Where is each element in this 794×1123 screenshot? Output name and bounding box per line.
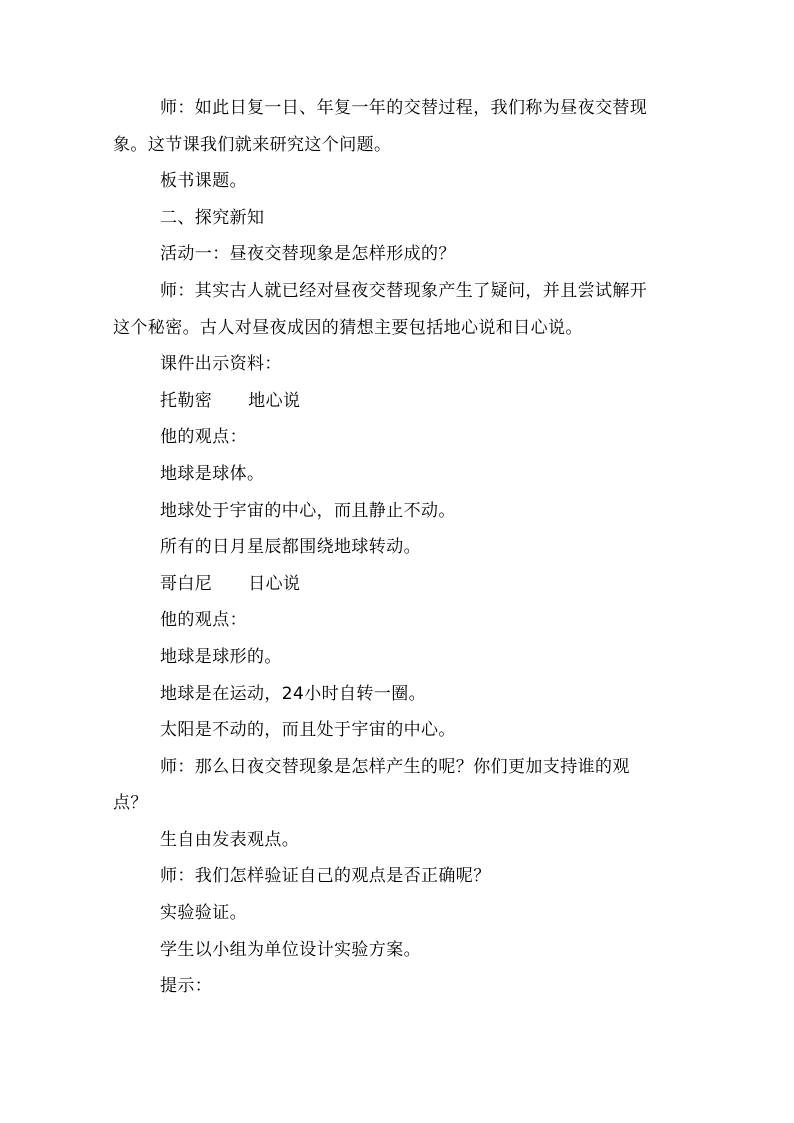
paragraph-line: 师：那么日夜交替现象是怎样产生的呢？你们更加支持谁的观 — [160, 756, 630, 777]
paragraph-line: 提示： — [160, 976, 213, 997]
paragraph-line: 地球处于宇宙的中心，而且静止不动。 — [160, 500, 456, 521]
scientist-name: 哥白尼 — [160, 573, 213, 594]
paragraph-line: 课件出示资料： — [160, 354, 282, 375]
paragraph-line: 太阳是不动的，而且处于宇宙的中心。 — [160, 720, 456, 741]
paragraph-line: 生自由发表观点。 — [160, 829, 300, 850]
paragraph-line: 他的观点： — [160, 610, 247, 631]
theory-heading — [113, 566, 683, 603]
paragraph-line: 地球是球形的。 — [160, 646, 282, 667]
paragraph-line: 学生以小组为单位设计实验方案。 — [160, 939, 421, 960]
activity-heading: 活动一：昼夜交替现象是怎样形成的？ — [160, 244, 456, 265]
paragraph-line: 象。这节课我们就来研究这个问题。 — [113, 134, 392, 155]
paragraph-line: 点？ — [113, 793, 148, 814]
theory-name: 日心说 — [248, 573, 301, 594]
paragraph-line: 地球是球体。 — [160, 463, 265, 484]
paragraph-line: 师：我们怎样验证自己的观点是否正确呢？ — [160, 866, 491, 887]
paragraph-line: 这个秘密。古人对昼夜成因的猜想主要包括地心说和日心说。 — [113, 317, 583, 338]
paragraph-line: 师：其实古人就已经对昼夜交替现象产生了疑问，并且尝试解开 — [160, 280, 648, 301]
scientist-name: 托勒密 — [160, 390, 213, 411]
section-heading: 二、探究新知 — [160, 207, 265, 228]
theory-name: 地心说 — [248, 390, 301, 411]
paragraph-line: 地球是在运动，24小时自转一圈。 — [160, 683, 427, 704]
paragraph-line: 板书课题。 — [160, 171, 247, 192]
paragraph-line: 他的观点： — [160, 427, 247, 448]
theory-heading — [113, 383, 683, 420]
document-body — [113, 90, 683, 1005]
paragraph-line: 实验验证。 — [160, 903, 247, 924]
paragraph-line: 所有的日月星辰都围绕地球转动。 — [160, 537, 421, 558]
paragraph-line: 师：如此日复一日、年复一年的交替过程，我们称为昼夜交替现 — [160, 98, 648, 118]
